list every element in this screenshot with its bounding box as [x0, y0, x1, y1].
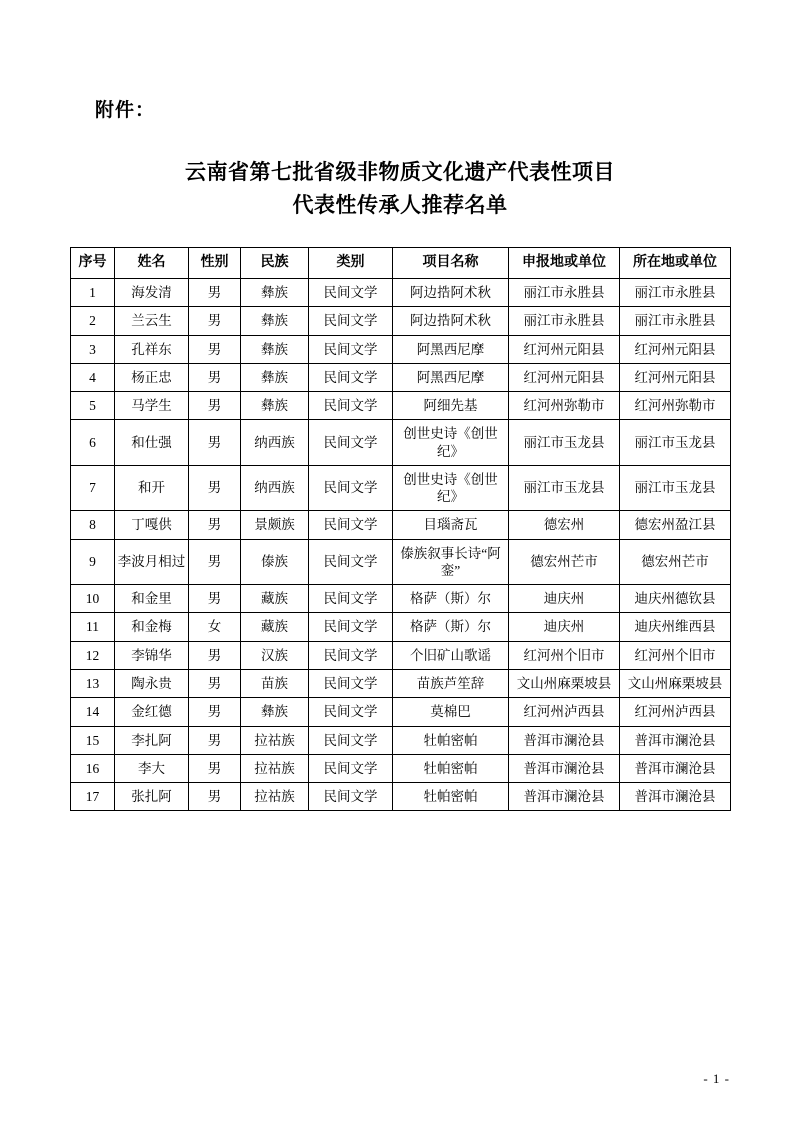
- cell-project: 格萨（斯）尔: [393, 613, 509, 641]
- cell-ethnicity: 彝族: [241, 335, 309, 363]
- cell-application-unit: 迪庆州: [509, 613, 620, 641]
- table-header-cell: 序号: [71, 248, 115, 279]
- table-row: [71, 363, 731, 391]
- table-header-cell: 性别: [189, 248, 241, 279]
- cell-category: 民间文学: [309, 465, 393, 511]
- table-row: [71, 585, 731, 613]
- table-row: [71, 279, 731, 307]
- table-row: [71, 539, 731, 585]
- table-row: [71, 641, 731, 669]
- cell-project: 阿边捁阿术秋: [393, 279, 509, 307]
- cell-project: 阿黑西尼摩: [393, 363, 509, 391]
- cell-location-unit: 红河州元阳县: [620, 335, 731, 363]
- cell-project: 阿黑西尼摩: [393, 335, 509, 363]
- cell-gender: 男: [189, 698, 241, 726]
- cell-application-unit: 红河州个旧市: [509, 641, 620, 669]
- cell-gender: 男: [189, 279, 241, 307]
- cell-project: 创世史诗《创世纪》: [393, 465, 509, 511]
- cell-application-unit: 普洱市澜沧县: [509, 726, 620, 754]
- cell-application-unit: 红河州元阳县: [509, 335, 620, 363]
- cell-project: 牡帕密帕: [393, 754, 509, 782]
- cell-gender: 男: [189, 754, 241, 782]
- cell-category: 民间文学: [309, 307, 393, 335]
- attachment-label: 附件：: [95, 100, 156, 121]
- cell-location-unit: 红河州个旧市: [620, 641, 731, 669]
- cell-location-unit: 迪庆州德钦县: [620, 585, 731, 613]
- cell-project: 目瑙斋瓦: [393, 511, 509, 539]
- cell-gender: 男: [189, 307, 241, 335]
- cell-seq: 5: [71, 392, 115, 420]
- cell-location-unit: 红河州弥勒市: [620, 392, 731, 420]
- cell-ethnicity: 彝族: [241, 392, 309, 420]
- cell-ethnicity: 藏族: [241, 613, 309, 641]
- cell-category: 民间文学: [309, 754, 393, 782]
- cell-ethnicity: 彝族: [241, 307, 309, 335]
- table-header-cell: 所在地或单位: [620, 248, 731, 279]
- cell-ethnicity: 纳西族: [241, 420, 309, 466]
- cell-application-unit: 文山州麻栗坡县: [509, 669, 620, 697]
- table-row: [71, 726, 731, 754]
- cell-ethnicity: 拉祜族: [241, 754, 309, 782]
- page-title: [120, 156, 680, 221]
- cell-gender: 女: [189, 613, 241, 641]
- cell-application-unit: 红河州弥勒市: [509, 392, 620, 420]
- cell-seq: 14: [71, 698, 115, 726]
- cell-name: 李锦华: [115, 641, 189, 669]
- cell-gender: 男: [189, 363, 241, 391]
- cell-ethnicity: 傣族: [241, 539, 309, 585]
- cell-ethnicity: 苗族: [241, 669, 309, 697]
- cell-seq: 15: [71, 726, 115, 754]
- table-row: [71, 465, 731, 511]
- cell-category: 民间文学: [309, 641, 393, 669]
- cell-application-unit: 德宏州芒市: [509, 539, 620, 585]
- cell-application-unit: 迪庆州: [509, 585, 620, 613]
- cell-project: 个旧矿山歌谣: [393, 641, 509, 669]
- cell-seq: 9: [71, 539, 115, 585]
- cell-ethnicity: 纳西族: [241, 465, 309, 511]
- cell-name: 张扎阿: [115, 783, 189, 811]
- cell-project: 格萨（斯）尔: [393, 585, 509, 613]
- cell-category: 民间文学: [309, 698, 393, 726]
- cell-name: 海发清: [115, 279, 189, 307]
- cell-application-unit: 丽江市永胜县: [509, 279, 620, 307]
- cell-ethnicity: 拉祜族: [241, 783, 309, 811]
- cell-name: 和金梅: [115, 613, 189, 641]
- cell-gender: 男: [189, 420, 241, 466]
- table-row: [71, 307, 731, 335]
- cell-project: 阿细先基: [393, 392, 509, 420]
- cell-gender: 男: [189, 585, 241, 613]
- cell-name: 陶永贵: [115, 669, 189, 697]
- cell-application-unit: 德宏州: [509, 511, 620, 539]
- cell-name: 李大: [115, 754, 189, 782]
- cell-ethnicity: 汉族: [241, 641, 309, 669]
- cell-name: 李波月相过: [115, 539, 189, 585]
- table-row: [71, 335, 731, 363]
- cell-name: 杨正忠: [115, 363, 189, 391]
- cell-ethnicity: 景颇族: [241, 511, 309, 539]
- cell-project: 创世史诗《创世纪》: [393, 420, 509, 466]
- cell-seq: 11: [71, 613, 115, 641]
- cell-project: 苗族芦笙辞: [393, 669, 509, 697]
- cell-category: 民间文学: [309, 511, 393, 539]
- cell-application-unit: 普洱市澜沧县: [509, 783, 620, 811]
- cell-seq: 6: [71, 420, 115, 466]
- cell-gender: 男: [189, 539, 241, 585]
- table-header-cell: 姓名: [115, 248, 189, 279]
- cell-category: 民间文学: [309, 585, 393, 613]
- cell-ethnicity: 藏族: [241, 585, 309, 613]
- cell-gender: 男: [189, 783, 241, 811]
- cell-gender: 男: [189, 669, 241, 697]
- cell-project: 牡帕密帕: [393, 783, 509, 811]
- cell-gender: 男: [189, 465, 241, 511]
- cell-project: 牡帕密帕: [393, 726, 509, 754]
- cell-seq: 17: [71, 783, 115, 811]
- cell-gender: 男: [189, 641, 241, 669]
- cell-location-unit: 德宏州芒市: [620, 539, 731, 585]
- cell-gender: 男: [189, 726, 241, 754]
- cell-project: 莫棉巴: [393, 698, 509, 726]
- cell-application-unit: 红河州元阳县: [509, 363, 620, 391]
- table-row: [71, 511, 731, 539]
- table-row: [71, 669, 731, 697]
- cell-name: 和开: [115, 465, 189, 511]
- table-header-row: [71, 248, 731, 279]
- page-number: - 1 -: [703, 1071, 730, 1086]
- cell-location-unit: 普洱市澜沧县: [620, 754, 731, 782]
- cell-location-unit: 丽江市永胜县: [620, 279, 731, 307]
- cell-seq: 2: [71, 307, 115, 335]
- cell-name: 金红德: [115, 698, 189, 726]
- cell-location-unit: 普洱市澜沧县: [620, 783, 731, 811]
- cell-category: 民间文学: [309, 669, 393, 697]
- title-line-1: 云南省第七批省级非物质文化遗产代表性项目: [185, 160, 615, 184]
- cell-application-unit: 丽江市永胜县: [509, 307, 620, 335]
- cell-seq: 3: [71, 335, 115, 363]
- cell-seq: 4: [71, 363, 115, 391]
- cell-ethnicity: 拉祜族: [241, 726, 309, 754]
- cell-application-unit: 丽江市玉龙县: [509, 420, 620, 466]
- cell-gender: 男: [189, 511, 241, 539]
- cell-application-unit: 红河州泸西县: [509, 698, 620, 726]
- cell-application-unit: 普洱市澜沧县: [509, 754, 620, 782]
- title-line-2: 代表性传承人推荐名单: [292, 192, 508, 217]
- cell-category: 民间文学: [309, 392, 393, 420]
- cell-seq: 10: [71, 585, 115, 613]
- cell-category: 民间文学: [309, 539, 393, 585]
- cell-seq: 7: [71, 465, 115, 511]
- cell-name: 李扎阿: [115, 726, 189, 754]
- cell-location-unit: 文山州麻栗坡县: [620, 669, 731, 697]
- inheritors-table: [70, 247, 731, 811]
- cell-name: 马学生: [115, 392, 189, 420]
- table-row: [71, 420, 731, 466]
- table-row: [71, 698, 731, 726]
- cell-location-unit: 迪庆州维西县: [620, 613, 731, 641]
- table-row: [71, 613, 731, 641]
- cell-seq: 12: [71, 641, 115, 669]
- cell-category: 民间文学: [309, 363, 393, 391]
- cell-name: 丁嘎供: [115, 511, 189, 539]
- cell-name: 和金里: [115, 585, 189, 613]
- cell-category: 民间文学: [309, 279, 393, 307]
- cell-category: 民间文学: [309, 726, 393, 754]
- cell-seq: 16: [71, 754, 115, 782]
- cell-location-unit: 丽江市永胜县: [620, 307, 731, 335]
- table-header-cell: 民族: [241, 248, 309, 279]
- cell-seq: 13: [71, 669, 115, 697]
- cell-project: 傣族叙事长诗“阿銮”: [393, 539, 509, 585]
- cell-ethnicity: 彝族: [241, 363, 309, 391]
- cell-location-unit: 丽江市玉龙县: [620, 465, 731, 511]
- cell-category: 民间文学: [309, 613, 393, 641]
- cell-project: 阿边捁阿术秋: [393, 307, 509, 335]
- table-header-cell: 项目名称: [393, 248, 509, 279]
- cell-seq: 8: [71, 511, 115, 539]
- cell-gender: 男: [189, 392, 241, 420]
- cell-location-unit: 普洱市澜沧县: [620, 726, 731, 754]
- cell-gender: 男: [189, 335, 241, 363]
- table-body: [71, 279, 731, 811]
- cell-category: 民间文学: [309, 335, 393, 363]
- cell-location-unit: 红河州元阳县: [620, 363, 731, 391]
- cell-category: 民间文学: [309, 783, 393, 811]
- cell-application-unit: 丽江市玉龙县: [509, 465, 620, 511]
- cell-name: 和仕强: [115, 420, 189, 466]
- cell-name: 孔祥东: [115, 335, 189, 363]
- cell-name: 兰云生: [115, 307, 189, 335]
- cell-location-unit: 丽江市玉龙县: [620, 420, 731, 466]
- cell-ethnicity: 彝族: [241, 698, 309, 726]
- cell-location-unit: 红河州泸西县: [620, 698, 731, 726]
- cell-seq: 1: [71, 279, 115, 307]
- cell-category: 民间文学: [309, 420, 393, 466]
- table-header-cell: 类别: [309, 248, 393, 279]
- cell-ethnicity: 彝族: [241, 279, 309, 307]
- table-row: [71, 754, 731, 782]
- table-row: [71, 783, 731, 811]
- cell-location-unit: 德宏州盈江县: [620, 511, 731, 539]
- table-header-cell: 申报地或单位: [509, 248, 620, 279]
- table-row: [71, 392, 731, 420]
